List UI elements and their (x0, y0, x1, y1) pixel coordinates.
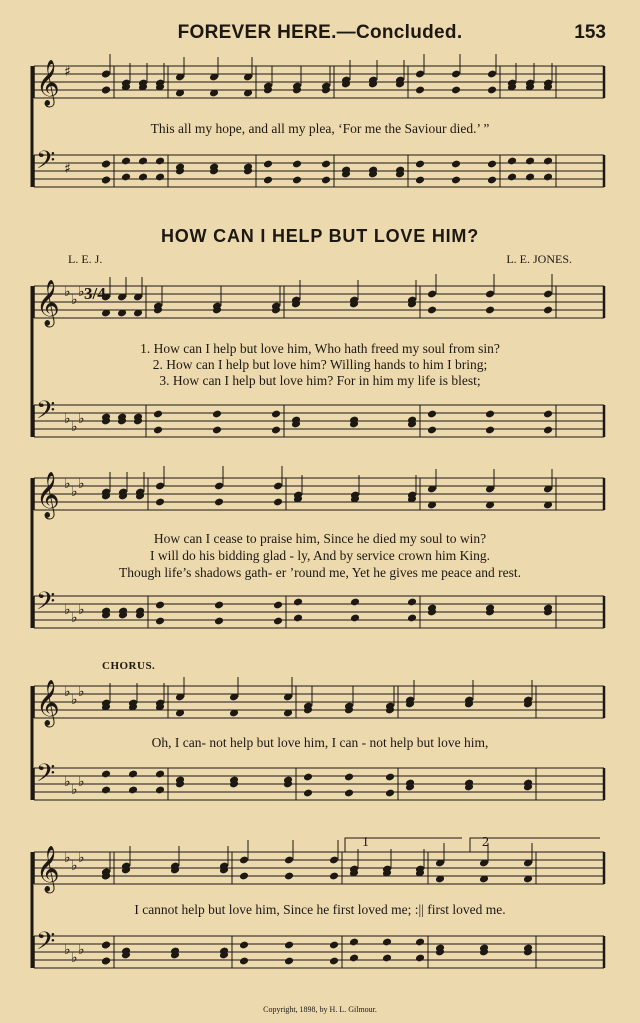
svg-text:𝄢: 𝄢 (36, 927, 56, 962)
svg-text:♭: ♭ (78, 684, 85, 700)
time-sig-top-treble: 3/4 (84, 284, 106, 303)
svg-text:♭: ♭ (71, 292, 78, 308)
music-credit: L. E. JONES. (506, 252, 572, 266)
svg-text:♭: ♭ (71, 610, 78, 626)
svg-text:𝄢: 𝄢 (36, 759, 56, 794)
svg-text:♭: ♭ (71, 419, 78, 435)
page-number: 153 (574, 22, 606, 43)
svg-text:♭: ♭ (64, 476, 71, 492)
page-header-title: FOREVER HERE.—Concluded. (177, 22, 463, 43)
svg-text:♯: ♯ (64, 64, 71, 80)
svg-text:♭: ♭ (64, 684, 71, 700)
svg-text:♭: ♭ (78, 602, 85, 618)
clefs-and-signatures (36, 60, 85, 966)
svg-text:♭: ♭ (64, 602, 71, 618)
svg-text:♭: ♭ (71, 484, 78, 500)
verse-2-line-2: I will do his bidding glad - ly, And by service crown him King. (150, 548, 490, 563)
hymn1-lyric: This all my hope, and all my plea, ‘For me the Saviour died.’ ” (150, 121, 490, 136)
svg-text:𝄞: 𝄞 (36, 846, 60, 892)
svg-text:♭: ♭ (71, 692, 78, 708)
verse-3-line-1: 3. How can I help but love him? For in him my life is blest; (159, 373, 481, 388)
svg-text:♭: ♭ (78, 942, 85, 958)
verse-3-line-2: Though life’s shadows gath- er ’round me, Yet he gives me peace and rest. (119, 565, 521, 580)
staff-lines (32, 54, 604, 968)
note-heads (101, 70, 553, 966)
words-credit: L. E. J. (68, 252, 103, 266)
volta-brackets (345, 838, 600, 852)
svg-text:♭: ♭ (64, 942, 71, 958)
verse-1-line-2: How can I cease to praise him, Since he died my soul to win? (153, 531, 487, 546)
ending-2-label: 2 (482, 835, 489, 850)
svg-text:♭: ♭ (78, 850, 85, 866)
svg-text:♭: ♭ (78, 411, 85, 427)
chorus-line-1: Oh, I can- not help but love him, I can - not help but love him, (151, 735, 489, 750)
svg-text:♭: ♭ (78, 284, 85, 300)
svg-text:♭: ♭ (78, 476, 85, 492)
svg-text:𝄞: 𝄞 (36, 280, 60, 326)
verse-1-line-1: 1. How can I help but love him, Who hath freed my soul from sin? (140, 341, 500, 356)
svg-text:♭: ♭ (64, 850, 71, 866)
svg-text:𝄢: 𝄢 (36, 587, 56, 622)
svg-text:♭: ♭ (78, 774, 85, 790)
svg-text:♭: ♭ (64, 411, 71, 427)
verse-2-line-1: 2. How can I help but love him? Willing hands to him I bring; (152, 357, 488, 372)
chorus-label: CHORUS. (102, 660, 156, 672)
svg-text:♭: ♭ (64, 774, 71, 790)
svg-text:𝄞: 𝄞 (36, 60, 60, 106)
time-signature-hymn2 (84, 284, 106, 303)
svg-text:𝄢: 𝄢 (36, 146, 56, 181)
svg-text:♭: ♭ (71, 858, 78, 874)
svg-text:𝄢: 𝄢 (36, 396, 56, 431)
hymn-title: HOW CAN I HELP BUT LOVE HIM? (160, 226, 480, 246)
svg-text:♭: ♭ (71, 950, 78, 966)
svg-text:𝄞: 𝄞 (36, 472, 60, 518)
svg-text:♭: ♭ (71, 782, 78, 798)
chorus-line-2: I cannot help but love him, Since he first loved me; :|| first loved me. (134, 902, 506, 917)
copyright-notice: Copyright, 1898, by H. L. Gilmour. (263, 1005, 377, 1014)
svg-text:♭: ♭ (64, 284, 71, 300)
svg-text:𝄞: 𝄞 (36, 680, 60, 726)
ending-1-label: 1 (362, 835, 369, 850)
svg-text:♯: ♯ (64, 161, 71, 177)
